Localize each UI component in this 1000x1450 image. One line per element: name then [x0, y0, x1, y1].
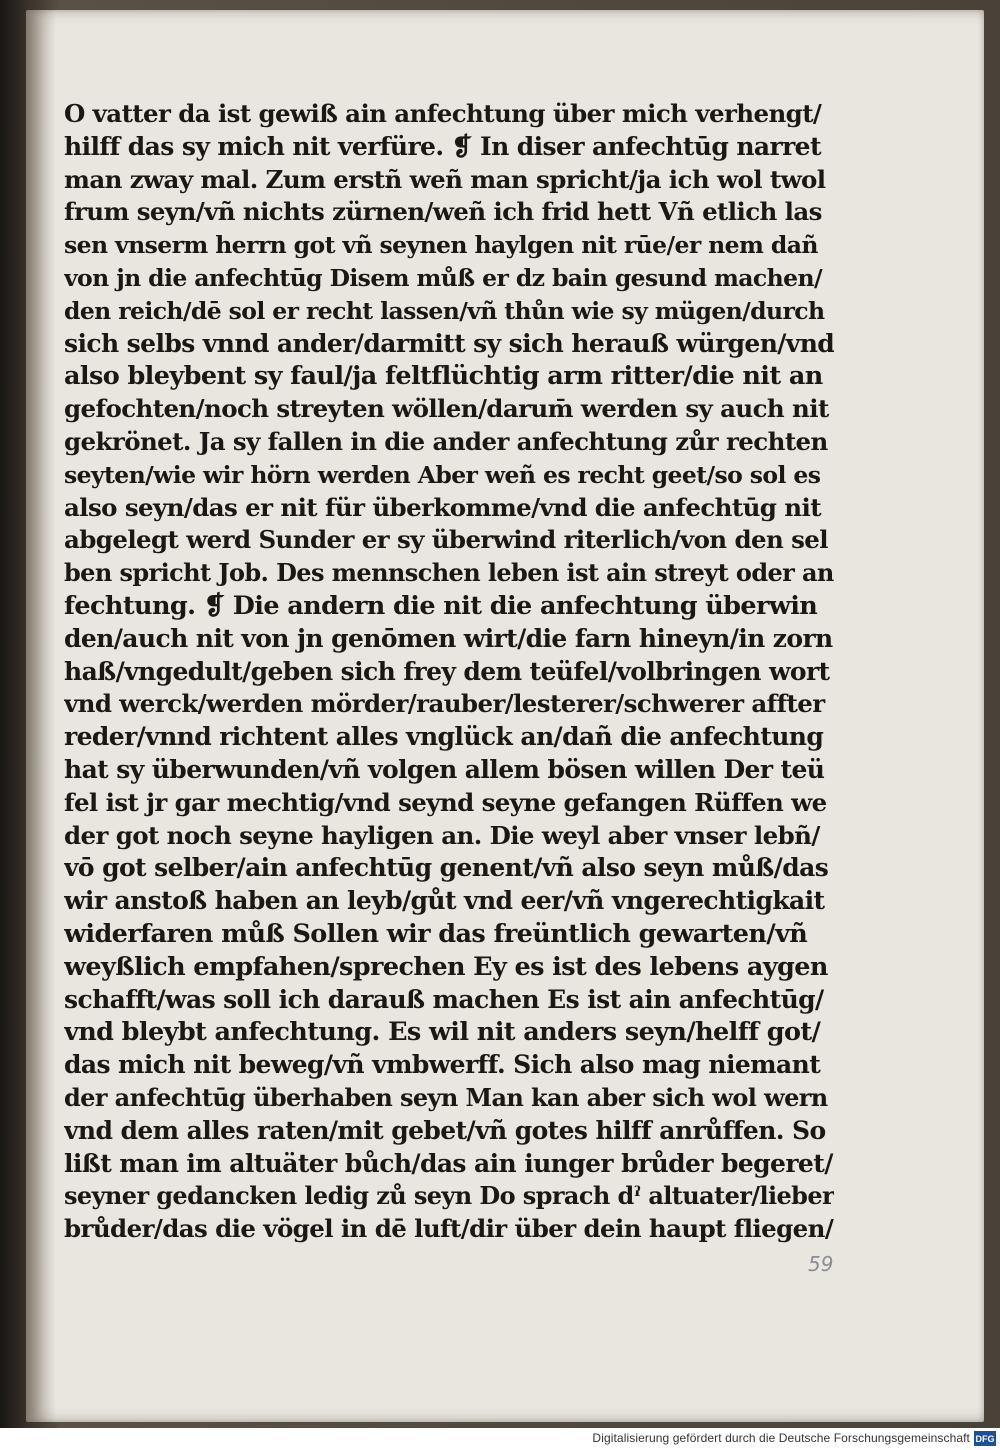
- text-line: fechtung. ❡ Die andern die nit die anfechtung überwin: [64, 590, 818, 621]
- text-line: vnd bleybt anfechtung. Es wil nit anders seyn/helff got/: [64, 1017, 821, 1048]
- text-line: widerfaren můß Sollen wir das freüntlich gewarten/vñ: [64, 918, 808, 949]
- text-line: gekrönet. Ja sy fallen in die ander anfechtung zůr rechten: [64, 426, 828, 456]
- text-line: sich selbs vnnd ander/darmitt sy sich herauß würgen/vnd: [64, 328, 834, 358]
- text-line: den reich/dē sol er recht lassen/vñ thůn wie sy mügen/durch: [64, 296, 825, 325]
- text-line: der got noch seyne hayligen an. Die weyl aber vnser lebñ/: [64, 820, 820, 850]
- dfg-logo: DFG: [974, 1431, 996, 1446]
- text-line: also bleybent sy faul/ja feltflüchtig arm ritter/die nit an: [64, 361, 823, 392]
- text-line: brůder/das die vögel in dē luft/dir über dein haupt fliegen/: [64, 1214, 834, 1244]
- text-line: fel ist jr gar mechtig/vnd seynd seyne gefangen Rüffen we: [64, 787, 827, 817]
- text-line: O vatter da ist gewiß ain anfechtung über mich verhengt/: [64, 99, 822, 128]
- text-line: seyner gedancken ledig zů seyn Do sprach dˀ altuater/lieber: [64, 1181, 834, 1211]
- folio-number: 59: [808, 1252, 834, 1276]
- text-line: wir anstoß haben an leyb/gůt vnd eer/vñ vngerechtigkait: [64, 886, 825, 916]
- text-line: man zway mal. Zum erstñ weñ man spricht/ja ich wol twol: [64, 164, 826, 194]
- text-line: das mich nit beweg/vñ vmbwerff. Sich also mag niemant: [64, 1050, 821, 1080]
- text-line: ben spricht Job. Des mennschen leben ist ain streyt oder an: [64, 558, 834, 588]
- text-line: abgelegt werd Sunder er sy überwind riterlich/von den sel: [64, 525, 829, 555]
- text-line: hilff das sy mich nit verfüre. ❡ In diser anfechtūg narret: [64, 131, 821, 161]
- text-line: weyßlich empfahen/sprechen Ey es ist des lebens aygen: [64, 951, 828, 982]
- text-line: also seyn/das er nit für überkomme/vnd die anfechtūg nit: [64, 492, 821, 522]
- text-line: seyten/wie wir hörn werden Aber weñ es recht geet/so sol es: [64, 460, 821, 489]
- text-line: hat sy überwunden/vñ volgen allem bösen willen Der teü: [64, 754, 825, 784]
- funding-notice: Digitalisierung gefördert durch die Deutsche Forschungsgemeinschaft: [592, 1431, 970, 1445]
- text-line: vnd werck/werden mörder/rauber/lesterer/schwerer affter: [64, 689, 825, 719]
- text-line: sen vnserm herrn got vñ seynen haylgen nit rūe/er nem dañ: [64, 231, 818, 260]
- text-line: haß/vngedult/geben sich frey dem teüfel/volbringen wort: [64, 656, 830, 686]
- text-line: lißt man im altuäter bůch/das ain iunger brůder begeret/: [64, 1148, 833, 1178]
- text-line: frum seyn/vñ nichts zürnen/weñ ich frid hett Vñ etlich las: [64, 197, 822, 227]
- book-page: [26, 10, 984, 1422]
- page-text-block: [64, 98, 834, 1246]
- footer-bar: [0, 1428, 1000, 1450]
- text-line: gefochten/noch streyten wöllen/darum̄ werden sy auch nit: [64, 394, 829, 424]
- text-line: schafft/was soll ich darauß machen Es ist ain anfechtūg/: [64, 984, 824, 1014]
- text-line: von jn die anfechtūg Disem můß er dz bain gesund machen/: [64, 263, 822, 292]
- text-line: vnd dem alles raten/mit gebet/vñ gotes hilff anrůffen. So: [64, 1115, 826, 1145]
- text-line: den/auch nit von jn genōmen wirt/die farn hineyn/in zorn: [64, 623, 833, 653]
- text-line: der anfechtūg überhaben seyn Man kan aber sich wol wern: [64, 1082, 828, 1112]
- text-line: vō got selber/ain anfechtūg genent/vñ also seyn můß/das: [64, 853, 829, 883]
- text-line: reder/vnnd richtent alles vnglück an/dañ die anfechtung: [64, 722, 824, 752]
